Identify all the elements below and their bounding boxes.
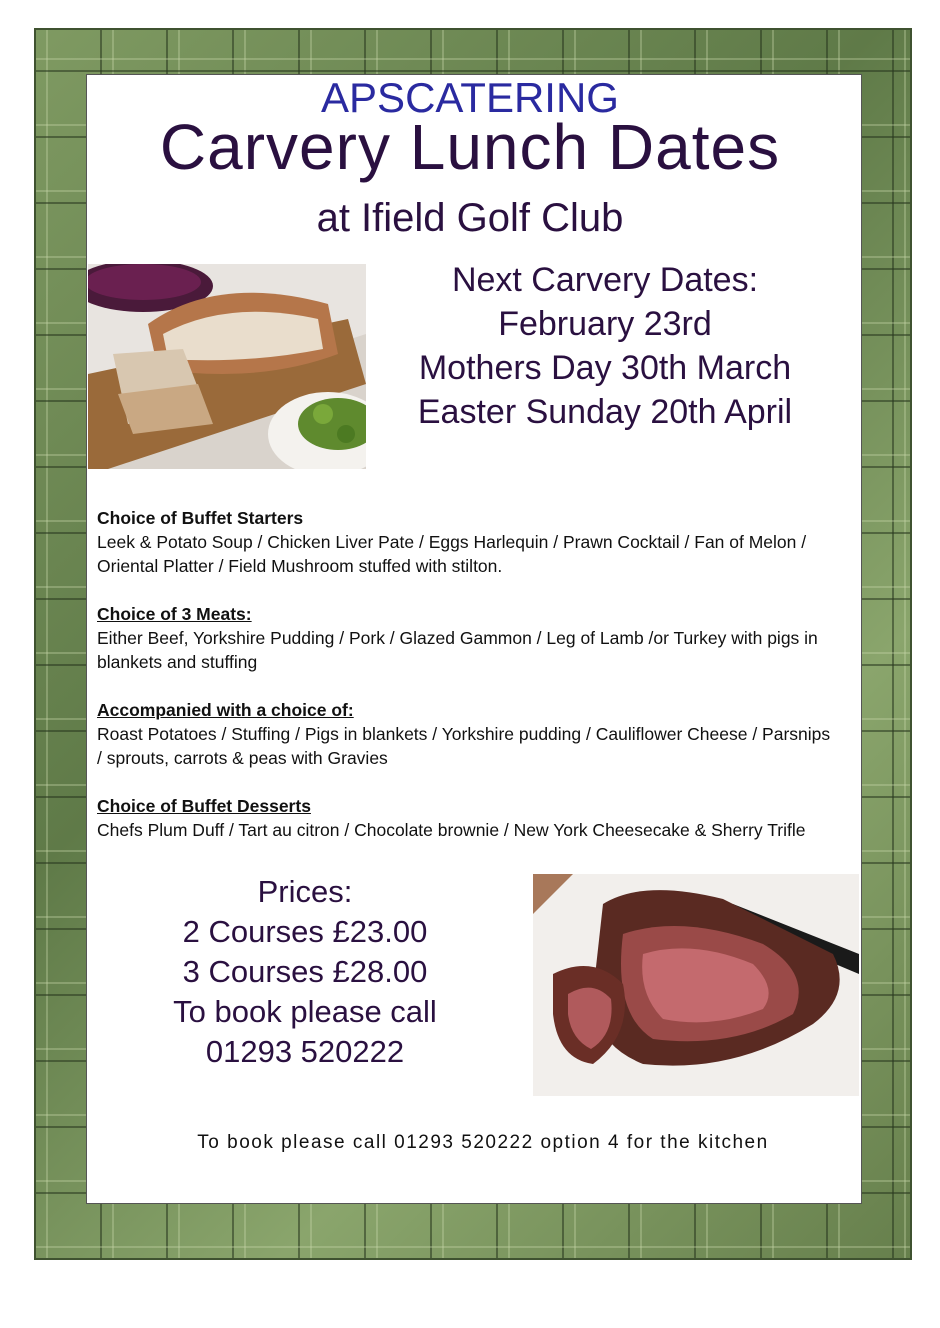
booking-phone: 01293 520222 [205,1034,405,1069]
prices-block [150,872,460,1072]
desserts-section [97,794,837,842]
pork-roast-photo [88,264,366,469]
date-item: Mothers Day 30th March [418,349,792,387]
accompaniments-text: Roast Potatoes / Stuffing / Pigs in blankets / Yorkshire pudding / Cauliflower Cheese / Parsnips / sprouts, carrots & peas with Gravies [97,724,831,768]
carvery-dates [400,258,810,434]
price-three-courses: 3 Courses £28.00 [182,954,428,989]
meats-heading: Choice of 3 Meats: [97,604,252,624]
desserts-text: Chefs Plum Duff / Tart au citron / Chocolate brownie / New York Cheesecake & Sherry Trifle [97,820,806,840]
meats-section [97,602,837,674]
date-item: Easter Sunday 20th April [417,393,793,431]
prices-heading: Prices: [257,874,353,909]
menu-section [97,506,837,866]
starters-text: Leek & Potato Soup / Chicken Liver Pate / Eggs Harlequin / Prawn Cocktail / Fan of Melon / Oriental Platter / Field Mushroom stuffed with stilton. [97,532,807,576]
booking-footer: To book please call 01293 520222 option 4 for the kitchen [197,1132,769,1153]
meats-text: Either Beef, Yorkshire Pudding / Pork / Glazed Gammon / Leg of Lamb /or Turkey with pigs in blankets and stuffing [97,628,818,672]
date-item: February 23rd [498,305,712,343]
desserts-heading: Choice of Buffet Desserts [97,796,311,816]
page-title: Carvery Lunch Dates [159,111,781,183]
booking-label: To book please call [173,994,437,1029]
accompaniments-heading: Accompanied with a choice of: [97,700,354,720]
dates-heading: Next Carvery Dates: [451,261,759,299]
brand-name: APSCATERING [321,74,619,121]
venue-subtitle: at Ifield Golf Club [316,196,624,240]
price-two-courses: 2 Courses £23.00 [182,914,428,949]
starters-heading: Choice of Buffet Starters [97,508,304,528]
starters-section [97,506,837,578]
accompaniments-section [97,698,837,770]
roast-beef-photo [533,874,859,1096]
